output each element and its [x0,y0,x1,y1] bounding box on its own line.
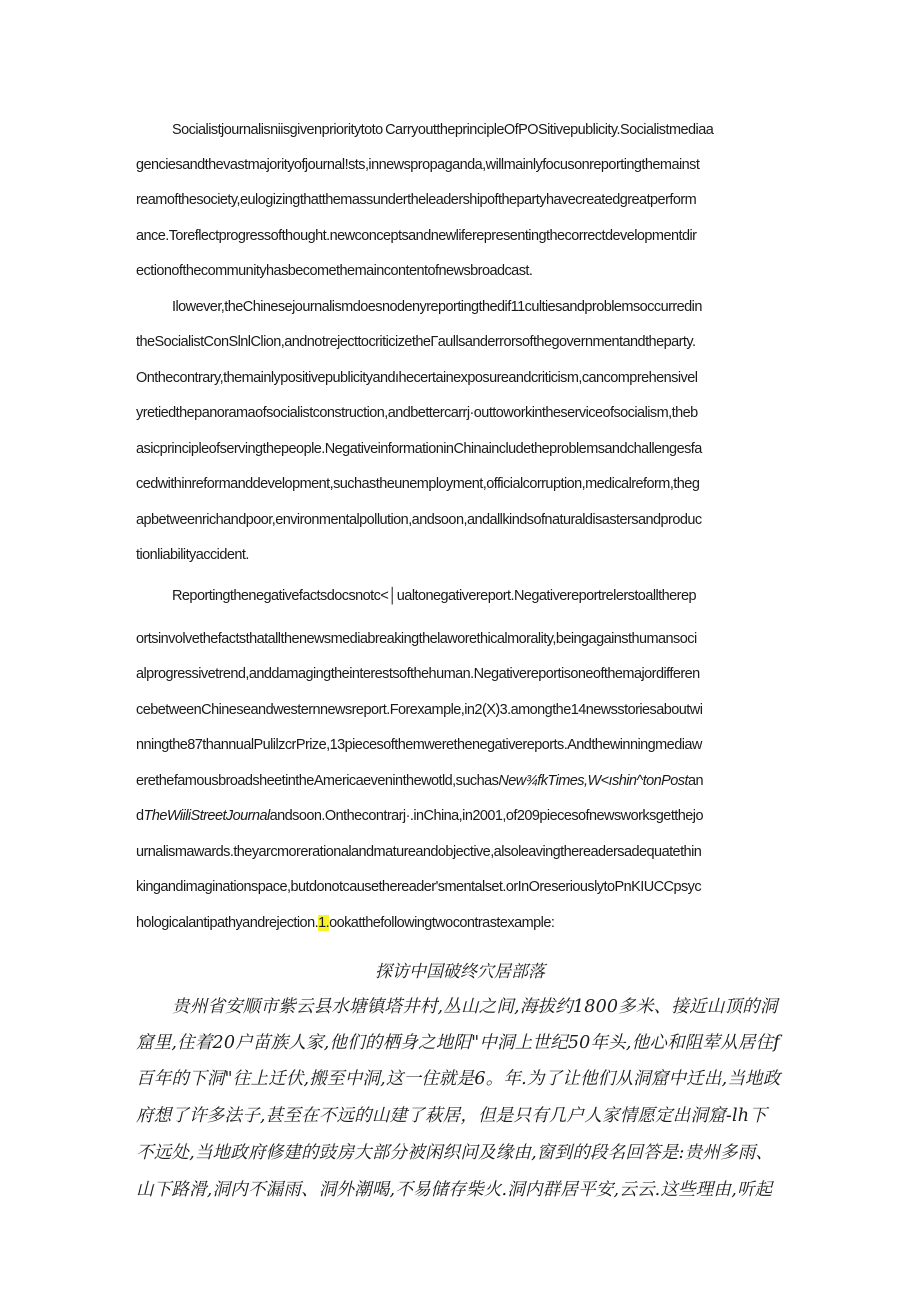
paragraph-1-line-1: Socialistjournalisniisgivenprioritytoto CarryouttheprincipleOfPOSitivepublicity.Socialistmediaa [172,122,714,138]
line-6-text: erethefamousbroadsheetintheAmericaeveninthewotld,suchas [136,773,499,789]
chinese-line-4: 府想了许多法子,甚至在不远的山建了萩居，但是只有几户人家情愿定出洞窟-lh下 [136,1106,767,1126]
paragraph-2-line-2: theSocialistConSlnlClion,andnotrejecttocriticizetheΓaullsanderrorsofthegovernmentandtheparty. [136,334,696,350]
line-6-tail: an [687,773,704,789]
paragraph-3-line-3: alprogressivetrend,anddamagingtheinterestsofthehuman.Negativereportisoneofthemajordifferen [136,666,700,682]
paragraph-1-line-4: ance.Toreflectprogressofthought.newconceptsandnewliferepresentingthecorrectdevelopmentdir [136,228,697,244]
chinese-line-5: 不远处,当地政府修建的豉房大部分被闲织问及缘由,窗到的段名回答是:贵州多雨、 [136,1143,774,1163]
journal-name: TheWiiliStreetJournal [143,808,270,824]
paragraph-2-line-3: Onthecontrary,themainlypositivepublicityandıhecertainexposureandcriticism,cancomprehensivel [136,370,698,386]
paragraph-3-line-7 [136,806,792,826]
paragraph-3-line-6 [136,771,792,791]
paragraph-3-line-4: cebetweenChineseandwesternnewsreport.Forexample,in2(X)3.amongthe14newsstoriesaboutwi [136,702,703,718]
paragraph-3-line-10 [136,913,792,933]
line-10-tail: ookatthefollowingtwocontrastexample: [329,915,555,931]
line-10-text: hologicalantipathyandrejection. [136,915,319,931]
paragraph-1-line-3: reamofthesociety,eulogizingthatthemassundertheleadershipofthepartyhavecreatedgreatperform [136,192,697,208]
paragraph-2-line-1: Ilowever,theChinesejournalismdoesnodenyreportingthedif11cultiesandproblemsoccurredin [172,299,702,315]
chinese-line-6: 山下路滑,洞内不漏雨、洞外潮喝,不易储存柴火.洞内群居平安,云云.这些理由,听起 [136,1180,773,1200]
paragraph-3-line-9: kingandimaginationspace,butdonotcausethereader'smentalset.orInOreseriouslytoPnKIUCCpsyc [136,879,702,895]
line-7-text: andsoon.Onthecontrarj·.inChina,in2001,of209piecesofnewsworksgetthejo [269,808,703,824]
paragraph-2-line-4: yretiedthepanoramaofsocialistconstruction,andbettercarrj·outtoworkintheserviceofsocialism,theb [136,405,698,421]
highlighted-text: 1. [318,915,330,931]
paragraph-1-line-5: ectionofthecommunityhasbecomethemaincontentofnewsbroadcast. [136,263,533,279]
paragraph-2-line-7: apbetweenrichandpoor,environmentalpollution,andsoon,andallkindsofnaturaldisastersandproduc [136,512,702,528]
paragraph-3-line-1: Reportingthenegativefactsdocsnotc<│ualtonegativereport.Negativereportrelerstoalltherep [172,588,696,604]
line-7-head: d [136,808,144,824]
newspaper-names: New¾fkTimes,W<ıshin^tonPost [498,773,688,789]
chinese-line-2: 窟里,住着20户苗族人家,他们的栖身之地阳"中洞上世纪50年头,他心和阻荤从居住f [136,1033,780,1053]
chinese-section-title: 探访中国破终穴居部落 [375,962,545,982]
paragraph-2-line-5: asicprincipleofservingthepeople.NegativeinformationinChinaincludetheproblemsandchallengesfa [136,441,702,457]
paragraph-3-line-8: urnalismawards.theyarcmorerationalandmatureandobjective,alsoleavingthereadersadequatethin [136,844,702,860]
paragraph-3-line-2: ortsinvolvethefactsthatallthenewsmediabreakingthelaworethicalmorality,beingagainsthumansoci [136,631,697,647]
paragraph-3-line-5: nningthe87thannualPulilzcrPrize,13piecesofthemwerethenegativereports.Andthewinningmediaw [136,737,702,753]
paragraph-1-line-2: genciesandthevastmajorityofjournal!sts,innewspropaganda,willmainlyfocusonreportingthemainst [136,157,700,173]
chinese-line-1: 贵州省安顺市紫云县水塘镇塔井村,丛山之间,海拔约1800多米、接近山顶的洞 [172,997,778,1017]
chinese-line-3: 百年的下洞"往上迁伏,搬至中洞,这一住就是6。年.为了让他们从洞窟中迁出,当地政 [136,1069,781,1089]
paragraph-2-line-8: tionliabilityaccident. [136,547,249,563]
paragraph-2-line-6: cedwithinreformanddevelopment,suchastheunemployment,officialcorruption,medicalreform,theg [136,476,700,492]
